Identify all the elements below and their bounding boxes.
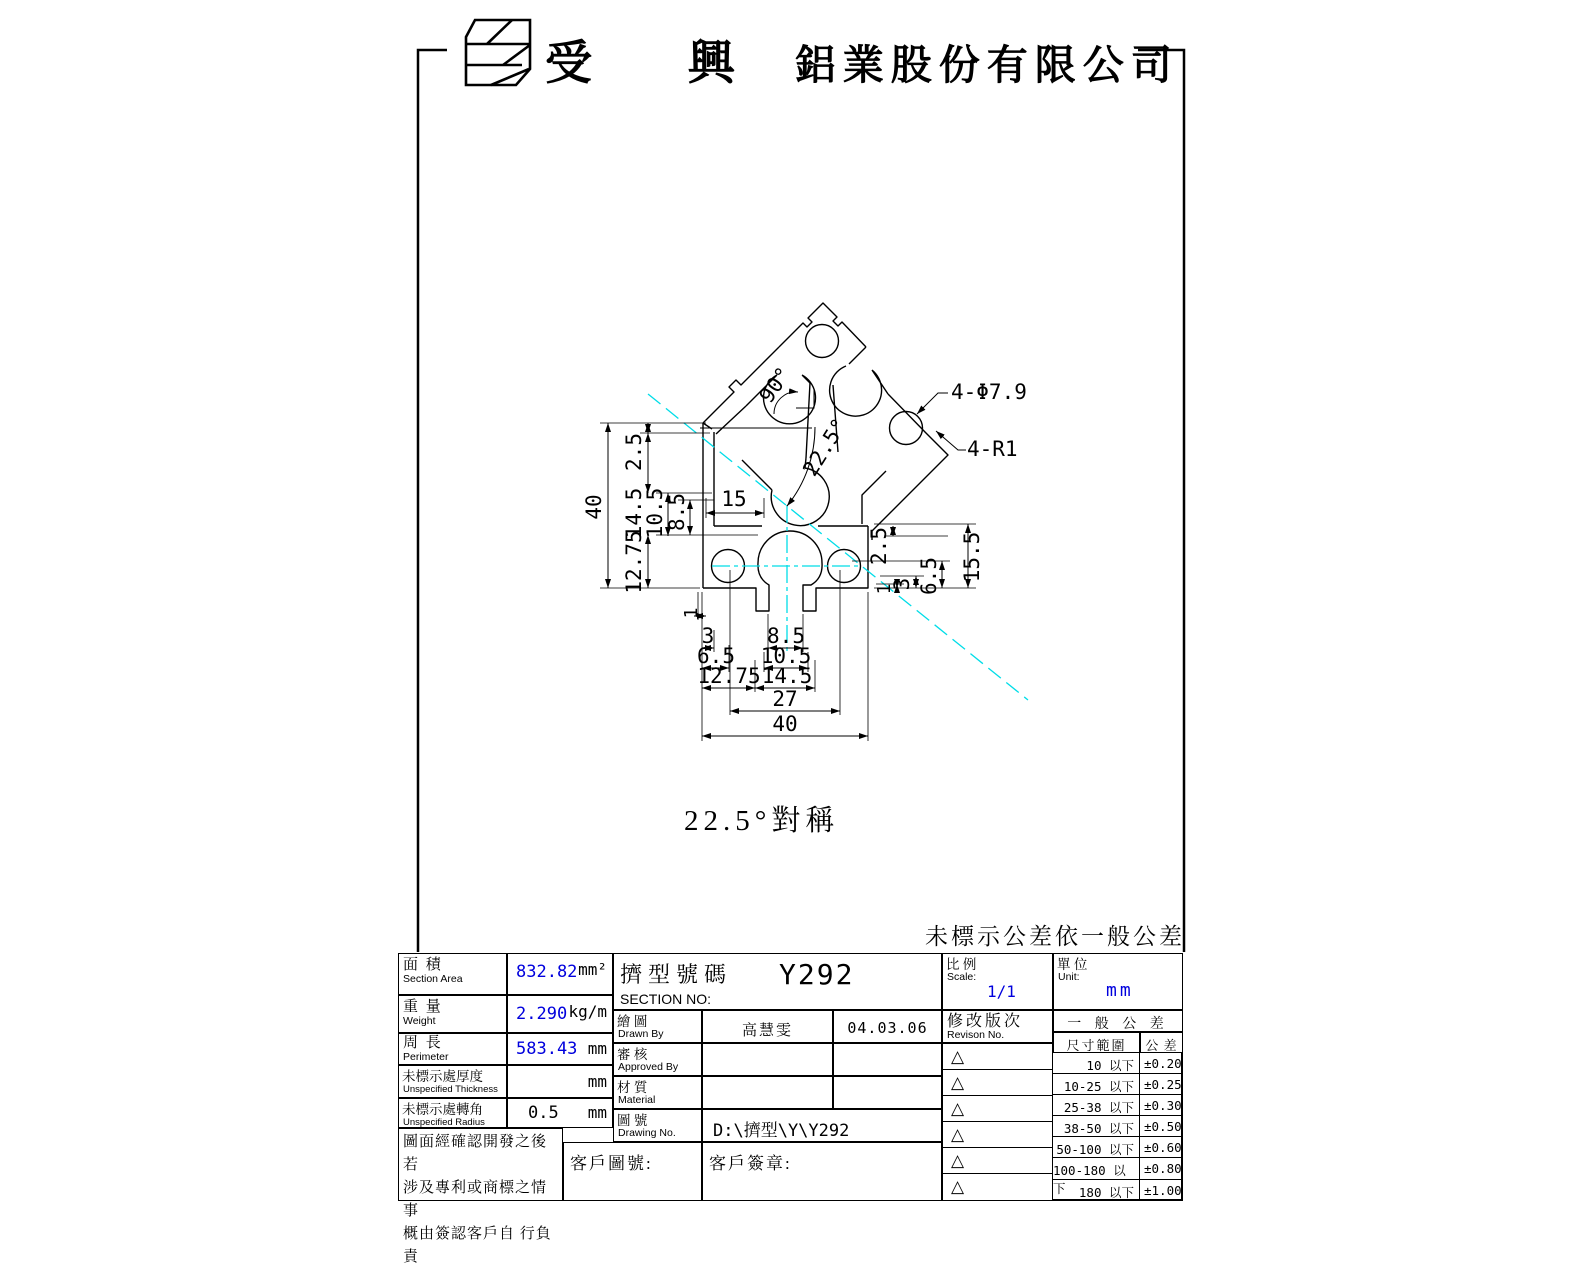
drawing-path: D:\擠型\Y\Y292 — [713, 1121, 850, 1141]
row-en: Drawn By — [618, 1028, 664, 1040]
tol-col1-text: 尺寸範圍 — [1066, 1038, 1127, 1053]
dim-label: 1 — [874, 583, 895, 595]
disclaimer-line: 概由簽認客戶自 行負責 — [403, 1226, 552, 1265]
revision-row — [943, 1044, 1052, 1070]
prop-value-radius — [507, 1098, 613, 1128]
tol-col1-header — [1053, 1032, 1140, 1053]
dim-label: 12.75 — [697, 664, 761, 688]
dim-label: 15.5 — [960, 531, 984, 583]
approved-by-value — [702, 1043, 833, 1076]
prop-zh: 未標示處轉角 — [402, 1102, 483, 1117]
row-zh: 審 核 — [617, 1047, 648, 1062]
tol-value — [1140, 1158, 1183, 1180]
revision-row — [943, 1122, 1052, 1148]
tol-value-text: ±1.00 — [1144, 1183, 1182, 1198]
prop-en: Unspecified Thickness — [403, 1084, 498, 1095]
company-name-part1: 受 興 — [545, 38, 777, 90]
tol-range-text: 10-25 以下 — [1063, 1079, 1134, 1094]
material-value — [702, 1076, 833, 1109]
section-no-value: Y292 — [779, 958, 855, 991]
revision-row — [943, 1148, 1052, 1174]
dim-label: 15 — [721, 487, 747, 511]
unit-cell — [1053, 953, 1183, 1010]
unit-label: mm — [587, 1039, 607, 1058]
tol-value — [1140, 1053, 1183, 1074]
revision-triangle-icon: △ — [951, 1177, 965, 1196]
revision-triangle-icon: △ — [951, 1125, 965, 1144]
unit-label: mm — [587, 1072, 607, 1091]
dim-label: 2.5 — [622, 433, 646, 471]
tol-range-text: 50-100 以下 — [1056, 1142, 1134, 1157]
tol-range — [1053, 1053, 1140, 1074]
dim-label: 6.5 — [917, 557, 941, 595]
prop-value-thickness — [507, 1065, 613, 1098]
tol-value — [1140, 1180, 1183, 1201]
company-name — [545, 26, 1179, 93]
section-area-value: 832.82 — [516, 962, 578, 982]
disclaimer-cell — [398, 1128, 563, 1265]
prop-en: Perimeter — [403, 1051, 449, 1063]
perimeter-value: 583.43 — [516, 1039, 578, 1059]
angle-annotations — [774, 390, 966, 506]
unit-zh: 單 位 — [1057, 957, 1088, 972]
revision-zh: 修改版次 — [947, 1013, 1024, 1030]
prop-value-area — [507, 953, 613, 995]
tol-value — [1140, 1074, 1183, 1095]
dim-label: 8.5 — [767, 624, 805, 648]
tol-range — [1053, 1137, 1140, 1158]
prop-label-perimeter — [398, 1033, 507, 1065]
prop-en: Unspecified Radius — [403, 1117, 485, 1128]
unit-label: mm — [587, 1103, 607, 1122]
row-en: Drawing No. — [618, 1127, 676, 1139]
scale-en: Scale: — [947, 971, 977, 983]
radius-value: 0.5 — [528, 1103, 559, 1123]
tol-range-text: 180 以下 — [1078, 1185, 1134, 1200]
section-no-cell — [613, 953, 942, 1010]
weight-value: 2.290 — [516, 1004, 568, 1024]
unit-label: mm² — [578, 960, 607, 979]
row-zh: 圖 號 — [617, 1113, 648, 1128]
revision-triangle-icon: △ — [951, 1073, 965, 1092]
dim-label: 6.5 — [697, 644, 735, 668]
customer-no-cell — [563, 1142, 702, 1201]
drawing-caption: 22.5°對稱 — [684, 805, 840, 837]
drawing-no-label — [613, 1109, 702, 1142]
tol-range — [1053, 1180, 1140, 1201]
tol-range-text: 10 以下 — [1086, 1058, 1134, 1073]
tol-value-text: ±0.60 — [1144, 1140, 1182, 1155]
tol-value — [1140, 1095, 1183, 1116]
unit-en: Unit: — [1058, 971, 1080, 983]
unit-label: kg/m — [568, 1002, 607, 1021]
disclaimer-line: 涉及專利或商標之情事 — [403, 1180, 548, 1219]
prop-label-radius — [398, 1098, 507, 1128]
revision-triangle-icon: △ — [951, 1047, 965, 1066]
revision-triangle-icon: △ — [951, 1151, 965, 1170]
prop-zh: 重 量 — [403, 999, 443, 1015]
tol-range — [1053, 1158, 1140, 1196]
drawn-date-value: 04.03.06 — [847, 1019, 928, 1037]
tol-col2-header — [1140, 1032, 1183, 1053]
prop-value-weight — [507, 995, 613, 1033]
section-no-en: SECTION NO: — [620, 991, 712, 1007]
unit-value: mm — [1106, 980, 1134, 1001]
material-label — [613, 1076, 702, 1109]
tolerance-note: 未標示公差依一般公差 — [925, 924, 1185, 949]
tol-range — [1053, 1116, 1140, 1137]
tol-value — [1140, 1137, 1183, 1158]
tol-value-text: ±0.25 — [1144, 1077, 1182, 1092]
tol-range-text: 25-38 以下 — [1063, 1100, 1134, 1115]
company-logo-icon — [466, 20, 530, 85]
row-zh: 材 質 — [617, 1080, 648, 1095]
scale-zh: 比 例 — [946, 957, 977, 972]
prop-label-weight — [398, 995, 507, 1033]
leader-label: 4-Φ7.9 — [951, 380, 1027, 404]
dim-label: 40 — [772, 712, 798, 736]
revision-row — [943, 1070, 1052, 1096]
general-tol-title — [1053, 1010, 1183, 1032]
revision-rows — [942, 1043, 1053, 1201]
prop-label-thickness — [398, 1065, 507, 1098]
dim-label: 12.75 — [622, 530, 646, 594]
dim-label: 14.5 — [761, 664, 813, 688]
customer-sign-cell — [702, 1142, 942, 1201]
dim-label: 1 — [681, 607, 702, 619]
material-date — [833, 1076, 942, 1109]
tol-value-text: ±0.30 — [1144, 1098, 1182, 1113]
leader-label: 4-R1 — [967, 437, 1018, 461]
drawn-by-name: 高慧雯 — [741, 1023, 793, 1039]
revision-en: Revison No. — [947, 1029, 1005, 1041]
general-tol-title-text: 一 般 公 差 — [1067, 1017, 1169, 1032]
tol-value-text: ±0.20 — [1144, 1056, 1182, 1071]
revision-triangle-icon: △ — [951, 1099, 965, 1118]
revision-row — [943, 1096, 1052, 1122]
prop-value-perimeter — [507, 1033, 613, 1065]
row-zh: 繪 圖 — [617, 1014, 648, 1029]
prop-zh: 未標示處厚度 — [402, 1069, 483, 1084]
dim-label: 8.5 — [665, 493, 689, 531]
row-en: Approved By — [618, 1061, 679, 1073]
tol-col2-text: 公 差 — [1145, 1038, 1178, 1053]
dim-label: 3 — [701, 624, 715, 648]
dim-label: 10.5 — [760, 644, 812, 668]
prop-zh: 面 積 — [403, 957, 443, 973]
dim-label: 10.5 — [643, 487, 667, 539]
tol-value-text: ±0.80 — [1144, 1161, 1182, 1176]
customer-no-label: 客戶圖號: — [570, 1154, 653, 1173]
scale-value: 1/1 — [987, 982, 1016, 1001]
prop-en: Weight — [403, 1015, 436, 1027]
drawn-date — [833, 1010, 942, 1043]
dim-label: 3 — [890, 577, 914, 591]
revision-header — [942, 1010, 1053, 1043]
prop-label-area — [398, 953, 507, 995]
company-name-part2: 鋁業股份有限公司 — [794, 42, 1179, 88]
prop-en: Section Area — [403, 973, 463, 985]
drawn-by-value — [702, 1010, 833, 1043]
approved-date — [833, 1043, 942, 1076]
tol-range — [1053, 1074, 1140, 1095]
dim-label: 2.5 — [867, 527, 891, 565]
dim-label: 14.5 — [622, 487, 646, 539]
disclaimer-line: 圖面經確認開發之後若 — [403, 1134, 548, 1173]
dim-label: 40 — [582, 494, 606, 520]
row-en: Material — [618, 1094, 656, 1106]
scale-cell — [942, 953, 1053, 1010]
dim-label: 27 — [772, 687, 798, 711]
angle-label: 22.5° — [798, 414, 852, 481]
tol-range-text: 100-180 以下 — [1053, 1163, 1126, 1196]
drawing-no-value — [702, 1109, 942, 1142]
angle-label: 90° — [754, 362, 796, 408]
prop-zh: 周 長 — [403, 1035, 443, 1051]
approved-by-label — [613, 1043, 702, 1076]
tol-range-text: 38-50 以下 — [1063, 1121, 1134, 1136]
section-no-zh: 擠型號碼 — [620, 962, 733, 987]
tol-range — [1053, 1095, 1140, 1116]
drawn-by-label — [613, 1010, 702, 1043]
tol-value-text: ±0.50 — [1144, 1119, 1182, 1134]
revision-row — [943, 1174, 1052, 1200]
tol-value — [1140, 1116, 1183, 1137]
customer-sign-label: 客戶簽章: — [709, 1154, 792, 1173]
